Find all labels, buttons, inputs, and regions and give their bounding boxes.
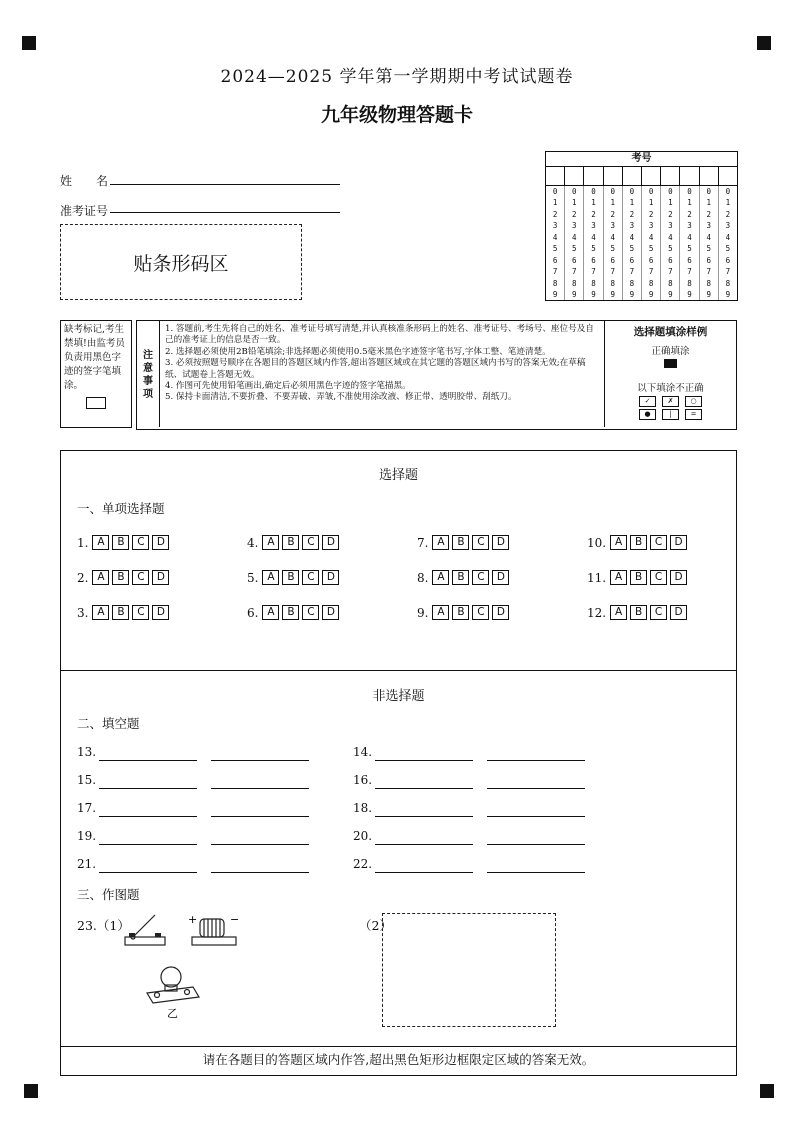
choice-option-bubble[interactable]: A — [432, 535, 449, 550]
absent-mark-bubble[interactable] — [86, 397, 106, 409]
exam-number-digit[interactable]: 4 — [610, 232, 615, 242]
choice-option-bubble[interactable]: A — [262, 535, 279, 550]
exam-number-digit[interactable]: 0 — [648, 187, 654, 196]
incorrect-fill-label: 以下填涂不正确 — [637, 383, 704, 394]
choice-option-bubble[interactable]: C — [650, 605, 667, 620]
exam-number-digit[interactable]: 5 — [648, 244, 654, 254]
choice-question — [587, 605, 687, 620]
barcode-area[interactable] — [60, 224, 302, 300]
exam-number-digit[interactable]: 4 — [552, 232, 558, 242]
exam-number-digit[interactable]: 3 — [591, 221, 596, 231]
notice-rule: 4. 作图可先使用铅笔画出,确定后必须用黑色字迹的签字笔描黑。 — [165, 381, 411, 392]
single-choice-title: 一、单项选择题 — [77, 501, 165, 516]
choice-option-bubble[interactable]: A — [432, 570, 449, 585]
exam-number-digit[interactable]: 5 — [572, 244, 577, 254]
fill-in-answer-line[interactable] — [211, 815, 309, 817]
exam-number-digit[interactable]: 5 — [610, 244, 615, 254]
incorrect-fill-examples: ✓ ✗ ○ — [605, 396, 736, 407]
exam-number-digit[interactable]: 2 — [687, 209, 692, 219]
choice-option-bubble[interactable]: C — [472, 605, 489, 620]
choice-question-number: 8. — [417, 570, 429, 585]
choice-option-bubble[interactable]: B — [112, 535, 129, 550]
exam-number-digit[interactable]: 7 — [591, 267, 596, 277]
exam-number-digit[interactable]: 2 — [629, 209, 635, 219]
fill-in-answer-line[interactable] — [487, 815, 585, 817]
fill-in-question — [353, 801, 613, 819]
choice-option-bubble[interactable]: B — [452, 605, 469, 620]
exam-number-digit[interactable]: 8 — [591, 278, 596, 288]
choice-question-number: 10. — [587, 535, 607, 550]
coil-minus-label: − — [230, 913, 240, 926]
choice-option-bubble[interactable]: D — [152, 535, 169, 550]
exam-number-digit[interactable]: 7 — [552, 267, 558, 277]
choice-question-number: 3. — [77, 605, 89, 620]
exam-number-digit[interactable]: 4 — [591, 232, 596, 242]
choice-question-number: 4. — [247, 535, 259, 550]
exam-number-digit[interactable]: 6 — [572, 255, 577, 265]
fill-in-question-number: 17. — [77, 801, 97, 815]
choice-question-number: 9. — [417, 605, 429, 620]
exam-number-column[interactable] — [700, 186, 719, 300]
fill-in-answer-line[interactable] — [211, 843, 309, 845]
choice-question-number: 12. — [587, 605, 607, 620]
fill-in-answer-line[interactable] — [211, 787, 309, 789]
fill-in-question — [77, 801, 337, 819]
exam-number-digit[interactable]: 5 — [668, 244, 673, 254]
notice-rule: 5. 保持卡面清洁,不要折叠、不要弄破、弄皱,不准使用涂改液、修正带、透明胶带、刮纸刀。 — [165, 392, 517, 403]
exam-number-digit[interactable]: 5 — [706, 244, 711, 254]
choice-option-bubble[interactable]: C — [472, 570, 489, 585]
exam-number-digit[interactable]: 5 — [687, 244, 692, 254]
exam-number-digit[interactable]: 6 — [648, 255, 654, 265]
choice-option-bubble[interactable]: D — [670, 605, 687, 620]
exam-number-digit[interactable]: 7 — [648, 267, 654, 277]
exam-number-digit[interactable]: 4 — [629, 232, 635, 242]
fill-in-question-number: 15. — [77, 773, 97, 787]
exam-number-digit[interactable]: 3 — [610, 221, 615, 231]
id-label: 准考证号 — [60, 204, 109, 218]
choice-question-number: 5. — [247, 570, 259, 585]
exam-number-digit[interactable]: 0 — [706, 187, 711, 196]
exam-number-digit[interactable]: 5 — [552, 244, 558, 254]
choice-question — [77, 605, 169, 620]
fill-in-answer-line[interactable] — [211, 871, 309, 873]
exam-number-digit[interactable]: 6 — [687, 255, 692, 265]
fill-in-question-number: 20. — [353, 829, 373, 843]
fill-in-answer-line[interactable] — [487, 787, 585, 789]
exam-number-digit[interactable]: 6 — [591, 255, 596, 265]
exam-number-digit[interactable]: 8 — [610, 278, 615, 288]
exam-number-digit[interactable]: 5 — [629, 244, 635, 254]
footer-note: 请在各题目的答题区域内作答,超出黑色矩形边框限定区域的答案无效。 — [60, 1045, 737, 1076]
id-field[interactable] — [110, 211, 340, 213]
exam-number-column[interactable] — [604, 186, 623, 300]
exam-number-digit[interactable]: 1 — [629, 198, 635, 208]
exam-number-digit[interactable]: 9 — [648, 289, 654, 299]
exam-number-digit[interactable]: 6 — [725, 255, 731, 265]
exam-number-digit[interactable]: 0 — [687, 187, 692, 196]
fill-in-question — [77, 773, 337, 791]
choice-option-bubble[interactable]: C — [302, 570, 319, 585]
exam-number-digit[interactable]: 0 — [591, 187, 596, 196]
fill-in-question — [353, 829, 613, 847]
fill-in-question — [77, 857, 337, 875]
choice-question-number: 1. — [77, 535, 89, 550]
choice-option-bubble[interactable]: A — [92, 535, 109, 550]
fill-in-answer-line[interactable] — [487, 871, 585, 873]
exam-number-digit[interactable]: 9 — [706, 289, 711, 299]
exam-number-digit[interactable]: 7 — [687, 267, 692, 277]
choice-option-bubble[interactable]: B — [630, 605, 647, 620]
exam-number-digit[interactable]: 2 — [725, 209, 731, 219]
choice-option-bubble[interactable]: A — [92, 605, 109, 620]
exam-number-column[interactable] — [546, 186, 565, 300]
choice-question — [77, 570, 169, 585]
fill-in-answer-line[interactable] — [99, 787, 197, 789]
exam-number-digit[interactable]: 0 — [725, 187, 731, 196]
exam-number-digit[interactable]: 1 — [668, 198, 673, 208]
notice-rule: 1. 答题前,考生先将自己的姓名、准考证号填写清楚,并认真核准条形码上的姓名、准考证号、考场号、座位号及自己的准考证上的信息是否一致。 — [165, 324, 594, 346]
exam-number-digit[interactable]: 7 — [610, 267, 615, 277]
exam-number-digit[interactable]: 3 — [725, 221, 731, 231]
choice-option-bubble[interactable]: D — [322, 535, 339, 550]
exam-number-digit[interactable]: 3 — [706, 221, 711, 231]
exam-title: 2024—2025 学年第一学期期中考试试题卷 — [220, 67, 574, 87]
exam-number-column[interactable] — [623, 186, 642, 300]
exam-number-digit[interactable]: 2 — [552, 209, 558, 219]
exam-number-digit[interactable]: 8 — [572, 278, 577, 288]
barcode-area-label: 贴条形码区 — [133, 252, 229, 275]
choice-question-number: 11. — [587, 570, 607, 585]
exam-number-digit[interactable]: 4 — [572, 232, 577, 242]
exam-number-digit[interactable]: 2 — [648, 209, 654, 219]
name-field[interactable] — [110, 183, 340, 185]
exam-number-digit[interactable]: 3 — [687, 221, 692, 231]
exam-number-column[interactable] — [719, 186, 737, 300]
exam-number-column[interactable] — [680, 186, 699, 300]
exam-number-digit[interactable]: 2 — [572, 209, 577, 219]
exam-number-digit[interactable]: 0 — [629, 187, 635, 196]
choice-option-bubble[interactable]: D — [322, 570, 339, 585]
fill-in-answer-line[interactable] — [375, 843, 473, 845]
exam-number-digit[interactable]: 7 — [725, 267, 731, 277]
exam-number-digit[interactable]: 6 — [706, 255, 711, 265]
exam-number-digit[interactable]: 9 — [591, 289, 596, 299]
exam-number-digit[interactable]: 7 — [668, 267, 673, 277]
choice-option-bubble[interactable]: B — [282, 605, 299, 620]
switch-figure-icon — [121, 911, 171, 951]
exam-number-digit[interactable]: 6 — [552, 255, 558, 265]
exam-number-digit[interactable]: 4 — [706, 232, 711, 242]
choice-option-bubble[interactable]: A — [262, 605, 279, 620]
choice-option-bubble[interactable]: C — [650, 535, 667, 550]
exam-number-digit[interactable]: 1 — [591, 198, 596, 208]
choice-question — [417, 570, 509, 585]
exam-number-column[interactable] — [584, 186, 603, 300]
choice-question — [77, 535, 169, 550]
fill-in-question-number: 14. — [353, 745, 373, 759]
notice-label: 注意事项 — [143, 350, 153, 400]
exam-number-digit[interactable]: 2 — [591, 209, 596, 219]
fill-in-question-number: 13. — [77, 745, 97, 759]
name-label: 姓 名 — [60, 174, 109, 188]
fill-in-question — [353, 773, 613, 791]
coil-figure-icon — [186, 911, 241, 951]
choice-question-number: 7. — [417, 535, 429, 550]
choice-option-bubble[interactable]: C — [302, 535, 319, 550]
exam-number-grid — [545, 151, 738, 301]
exam-number-digit[interactable]: 2 — [668, 209, 673, 219]
choice-option-bubble[interactable]: B — [282, 535, 299, 550]
exam-number-digit[interactable]: 0 — [572, 187, 577, 196]
choice-option-bubble[interactable]: B — [112, 605, 129, 620]
fill-in-answer-line[interactable] — [375, 759, 473, 761]
exam-number-digit[interactable]: 7 — [706, 267, 711, 277]
choice-option-bubble[interactable]: C — [650, 570, 667, 585]
exam-number-write-row[interactable] — [546, 167, 737, 185]
exam-number-digit[interactable]: 3 — [552, 221, 558, 231]
fill-in-answer-line[interactable] — [375, 815, 473, 817]
absent-mark-box — [60, 320, 132, 428]
choice-option-bubble[interactable]: C — [132, 535, 149, 550]
choice-option-bubble[interactable]: A — [92, 570, 109, 585]
figure-label: 乙 — [167, 1007, 178, 1020]
fill-in-answer-line[interactable] — [375, 871, 473, 873]
exam-number-digit[interactable]: 1 — [552, 198, 558, 208]
incorrect-fill-examples: ● | = — [605, 409, 736, 420]
choice-option-bubble[interactable]: A — [432, 605, 449, 620]
exam-number-digit[interactable]: 0 — [552, 187, 558, 196]
choice-option-bubble[interactable]: C — [132, 570, 149, 585]
exam-number-digit[interactable]: 3 — [572, 221, 577, 231]
exam-number-digit[interactable]: 7 — [629, 267, 635, 277]
fill-in-question — [77, 829, 337, 847]
exam-number-digit[interactable]: 8 — [648, 278, 654, 288]
exam-number-digit[interactable]: 8 — [668, 278, 673, 288]
choice-option-bubble[interactable]: B — [452, 535, 469, 550]
exam-number-digit[interactable]: 3 — [648, 221, 654, 231]
choice-option-bubble[interactable]: D — [322, 605, 339, 620]
exam-number-digit[interactable]: 9 — [668, 289, 673, 299]
exam-number-digit[interactable]: 8 — [706, 278, 711, 288]
exam-number-digit[interactable]: 9 — [725, 289, 731, 299]
fill-in-question-number: 16. — [353, 773, 373, 787]
exam-number-digit[interactable]: 1 — [648, 198, 654, 208]
fill-sample-title: 选择题填涂样例 — [633, 326, 708, 338]
fill-in-title: 二、填空题 — [77, 716, 140, 731]
exam-number-digit[interactable]: 8 — [552, 278, 558, 288]
choice-option-bubble[interactable]: A — [610, 605, 627, 620]
exam-number-digit[interactable]: 0 — [610, 187, 615, 196]
correct-fill-example — [664, 359, 677, 368]
fill-in-answer-line[interactable] — [99, 759, 197, 761]
choice-option-bubble[interactable]: B — [282, 570, 299, 585]
notice-rule: 2. 选择题必须使用2B铅笔填涂;非选择题必须使用0.5毫米黑色字迹签字笔书写,字体工整、笔迹清楚。 — [165, 346, 551, 357]
question-23-label: 23.（1） — [77, 918, 130, 933]
exam-number-digit[interactable]: 1 — [572, 198, 577, 208]
fill-in-answer-line[interactable] — [487, 759, 585, 761]
fill-in-question — [353, 857, 613, 875]
notice-rules — [159, 321, 605, 427]
fill-in-answer-line[interactable] — [375, 787, 473, 789]
fill-in-question-number: 22. — [353, 857, 373, 871]
choice-option-bubble[interactable]: B — [630, 535, 647, 550]
fill-in-question-number: 21. — [77, 857, 97, 871]
choice-question — [247, 605, 339, 620]
choice-option-bubble[interactable]: B — [630, 570, 647, 585]
choice-question — [587, 535, 687, 550]
absent-mark-text: 缺考标记,考生禁填!由监考员负责用黑色字迹的签字笔填涂。 — [64, 324, 125, 391]
choice-option-bubble[interactable]: A — [610, 570, 627, 585]
fill-sample — [605, 321, 736, 427]
exam-number-digit[interactable]: 9 — [552, 289, 558, 299]
choice-option-bubble[interactable]: C — [472, 535, 489, 550]
fill-in-answer-line[interactable] — [99, 871, 197, 873]
fill-in-answer-line[interactable] — [99, 815, 197, 817]
choice-option-bubble[interactable]: A — [262, 570, 279, 585]
exam-number-digit[interactable]: 9 — [610, 289, 615, 299]
registration-mark-top-left — [22, 36, 36, 50]
exam-number-digit[interactable]: 9 — [629, 289, 635, 299]
choice-question-number: 2. — [77, 570, 89, 585]
exam-number-digit[interactable]: 2 — [610, 209, 615, 219]
exam-number-digit[interactable]: 1 — [687, 198, 692, 208]
lamp-figure-icon — [143, 959, 203, 1021]
choice-option-bubble[interactable]: C — [132, 605, 149, 620]
choice-question — [247, 535, 339, 550]
exam-number-digit[interactable]: 3 — [668, 221, 673, 231]
fill-in-answer-line[interactable] — [99, 843, 197, 845]
choice-question — [587, 570, 687, 585]
choice-option-bubble[interactable]: D — [670, 535, 687, 550]
exam-number-digit[interactable]: 4 — [725, 232, 731, 242]
exam-number-column[interactable] — [661, 186, 680, 300]
fill-in-question — [77, 745, 337, 763]
fill-in-question-number: 18. — [353, 801, 373, 815]
choice-question — [417, 605, 509, 620]
exam-number-digit[interactable]: 6 — [629, 255, 635, 265]
exam-number-column[interactable] — [642, 186, 661, 300]
nonchoice-section-title: 非选择题 — [372, 689, 425, 704]
choice-option-bubble[interactable]: D — [670, 570, 687, 585]
choice-option-bubble[interactable]: D — [152, 570, 169, 585]
exam-number-digit[interactable]: 1 — [610, 198, 615, 208]
choice-option-bubble[interactable]: B — [112, 570, 129, 585]
question-23-part2-label: （2） — [359, 918, 392, 933]
exam-number-digit[interactable]: 0 — [668, 187, 673, 196]
choice-option-bubble[interactable]: A — [610, 535, 627, 550]
registration-mark-bottom-right — [760, 1084, 774, 1098]
choice-option-bubble[interactable]: B — [452, 570, 469, 585]
fill-in-question-number: 19. — [77, 829, 97, 843]
exam-number-digit[interactable]: 1 — [706, 198, 711, 208]
exam-number-digit[interactable]: 1 — [725, 198, 731, 208]
exam-number-digit[interactable]: 9 — [572, 289, 577, 299]
exam-number-digit[interactable]: 6 — [668, 255, 673, 265]
choice-option-bubble[interactable]: C — [302, 605, 319, 620]
notice-rule: 3. 必须按照题号顺序在各题目的答题区域内作答,超出答题区域或在其它题的答题区域内书写的答案无效;在草稿纸、试题卷上答题无效。 — [165, 358, 586, 380]
exam-number-digit[interactable]: 8 — [629, 278, 635, 288]
coil-plus-label: + — [188, 913, 198, 926]
choice-section-title: 选择题 — [378, 468, 418, 483]
exam-number-digit[interactable]: 6 — [610, 255, 615, 265]
exam-number-column[interactable] — [565, 186, 584, 300]
exam-number-bubbles[interactable] — [546, 185, 737, 300]
exam-number-digit[interactable]: 5 — [725, 244, 731, 254]
registration-mark-top-right — [757, 36, 771, 50]
drawing-answer-area[interactable] — [382, 913, 556, 1027]
exam-number-digit[interactable]: 7 — [572, 267, 577, 277]
exam-number-digit[interactable]: 4 — [648, 232, 654, 242]
fill-in-answer-line[interactable] — [211, 759, 309, 761]
exam-number-digit[interactable]: 8 — [725, 278, 731, 288]
exam-number-digit[interactable]: 4 — [687, 232, 692, 242]
choice-question-number: 6. — [247, 605, 259, 620]
fill-in-answer-line[interactable] — [487, 843, 585, 845]
choice-option-bubble[interactable]: D — [492, 570, 509, 585]
choice-option-bubble[interactable]: D — [152, 605, 169, 620]
exam-number-title: 考号 — [546, 152, 737, 167]
exam-number-digit[interactable]: 4 — [668, 232, 673, 242]
exam-number-digit[interactable]: 2 — [706, 209, 711, 219]
choice-option-bubble[interactable]: D — [492, 535, 509, 550]
choice-question — [417, 535, 509, 550]
fill-in-question — [353, 745, 613, 763]
drawing-title: 三、作图题 — [77, 887, 140, 902]
choice-option-bubble[interactable]: D — [492, 605, 509, 620]
exam-number-digit[interactable]: 9 — [687, 289, 692, 299]
registration-mark-bottom-left — [24, 1084, 38, 1098]
exam-number-digit[interactable]: 5 — [591, 244, 596, 254]
answer-sheet-title: 九年级物理答题卡 — [320, 104, 473, 126]
exam-number-digit[interactable]: 8 — [687, 278, 692, 288]
correct-fill-label: 正确填涂 — [651, 346, 690, 357]
notice-box — [136, 320, 737, 430]
choice-section — [60, 450, 737, 671]
exam-number-digit[interactable]: 3 — [629, 221, 635, 231]
choice-question — [247, 570, 339, 585]
